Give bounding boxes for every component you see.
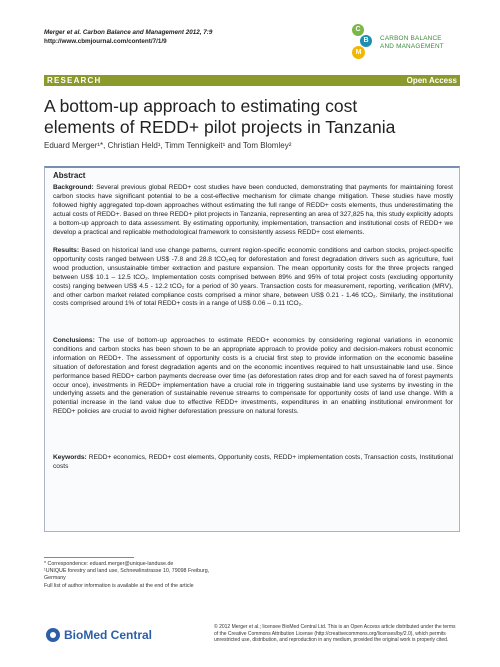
logo-text	[380, 35, 444, 50]
keywords-text: REDD+ economics, REDD+ cost elements, Opportunity costs, REDD+ implementation costs, Transaction costs, Institutional costs	[53, 454, 453, 470]
affiliation-note: ¹UNIQUE forestry and land use, Schnewlinstrasse 10, 79098 Freiburg, Germany	[44, 568, 210, 582]
logo-m-circle: M	[352, 46, 365, 59]
footnotes	[44, 561, 224, 590]
citation-line: Merger et al. Carbon Balance and Management 2012, 7:9	[44, 29, 213, 36]
title-line-1: A bottom-up approach to estimating cost	[44, 96, 358, 116]
section-bar	[44, 75, 460, 86]
abstract-results	[53, 247, 453, 309]
keywords-label: Keywords:	[53, 454, 87, 461]
article-url[interactable]: http://www.cbmjournal.com/content/7/1/9	[44, 38, 167, 45]
publisher-name: BioMed Central	[64, 628, 153, 642]
abstract-conclusions	[53, 337, 453, 417]
results-label: Results:	[53, 247, 80, 254]
abstract-background	[53, 184, 453, 237]
background-text: Several previous global REDD+ cost studies have been conducted, demonstrating that payments for maintaining forest carbon stocks have significant potential to be a cost-effective mechanism for climate change mitigation. These studies have mostly followed highly aggregated top-down approaches without estimating the full range of REDD+ costs elements, thus underestimating the actual costs of REDD+. Based on three REDD+ pilot projects in Tanzania, representing an area of 327,825 ha, this study explicitly adopts a bottom-up approach to data assessment. By estimating opportunity, implementation, transaction and institutional costs of REDD+ we develop a practical and replicable methodological framework to consistently assess REDD+ cost elements.	[53, 184, 453, 236]
conclusions-text: The use of bottom-up approaches to estimate REDD+ economics by considering regional variations in economic conditions and carbon stocks has been shown to be an appropriate approach to provide policy and decision-makers robust economic information on REDD+. The assessment of opportunity costs is a crucial first step to provide information on the economic baseline situation of deforestation and forest degradation agents and on the economic incentives required to halt unsustainable land use. Since performance based REDD+ carbon payments decrease over time (as deforestation rates drop and for each saved ha of forest payments occur once), investments in REDD+ implementation have a crucial role in triggering sustainable land use systems by investing in the underlying assets and the generation of sustainable revenue streams to compensate for opportunity costs of land use change. With a potential increase in the land value due to effective REDD+ investments, expenditures in an enabling institutional environment for REDD+ policies are crucial to avoid higher deforestation pressure on natural forests.	[53, 337, 453, 416]
keywords	[53, 454, 453, 472]
logo-b-circle: B	[360, 35, 372, 47]
article-title	[44, 96, 460, 138]
biomed-central-icon	[46, 628, 60, 642]
logo-text-line1: CARBON BALANCE	[380, 35, 442, 42]
author-info-note: Full list of author information is available at the end of the article	[44, 582, 194, 589]
license-text: © 2012 Merger et al.; licensee BioMed Central Ltd. This is an Open Access article distributed under the terms of the Creative Commons Attribution License (http://creativecommons.org/licenses/by/2.0), which permits unrestricted use, distribution, and reproduction in any medium, provided the original work is properly cited.	[214, 624, 456, 644]
publisher-logo	[44, 626, 174, 646]
section-label: RESEARCH	[47, 76, 102, 85]
logo-text-line2: AND MANAGEMENT	[380, 42, 444, 50]
results-text: Based on historical land use change patterns, current region-specific economic conditions and carbon stocks, project-specific opportunity costs ranged between US$ -7.8 and 28.8 tCO₂eq for deforestation and forest degradation drivers such as agriculture, fuel wood production, unsustainable timber extraction and pasture expansion. The mean opportunity costs for the three projects ranged between US$ 10.1 – 12.5 tCO₂. Implementation costs comprised between 89% and 95% of total project costs (excluding opportunity costs) ranging between US$ 4.5 - 12.2 tCO₂ for a period of 30 years. Transaction costs for measurement, reporting, verification (MRV), and other carbon market related compliance costs comprised a minor share, between US$ 0.21 - 1.46 tCO₂. Similarly, the institutional costs comprised around 1% of total REDD+ costs in a range of US$ 0.06 – 0.11 tCO₂.	[53, 247, 453, 308]
abstract-heading: Abstract	[53, 171, 86, 180]
author-list: Eduard Merger¹*, Christian Held¹, Timm Tennigkeit¹ and Tom Blomley²	[44, 141, 292, 150]
journal-citation	[44, 28, 212, 46]
journal-logo	[348, 24, 460, 64]
correspondence-note: * Correspondence: eduard.merger@unique-landuse.de	[44, 561, 174, 567]
conclusions-label: Conclusions:	[53, 337, 95, 344]
title-line-2: elements of REDD+ pilot projects in Tanzania	[44, 117, 396, 137]
background-label: Background:	[53, 184, 94, 191]
open-access-label: Open Access	[406, 76, 457, 85]
logo-c-circle: C	[352, 24, 364, 36]
footnote-divider	[44, 557, 134, 558]
